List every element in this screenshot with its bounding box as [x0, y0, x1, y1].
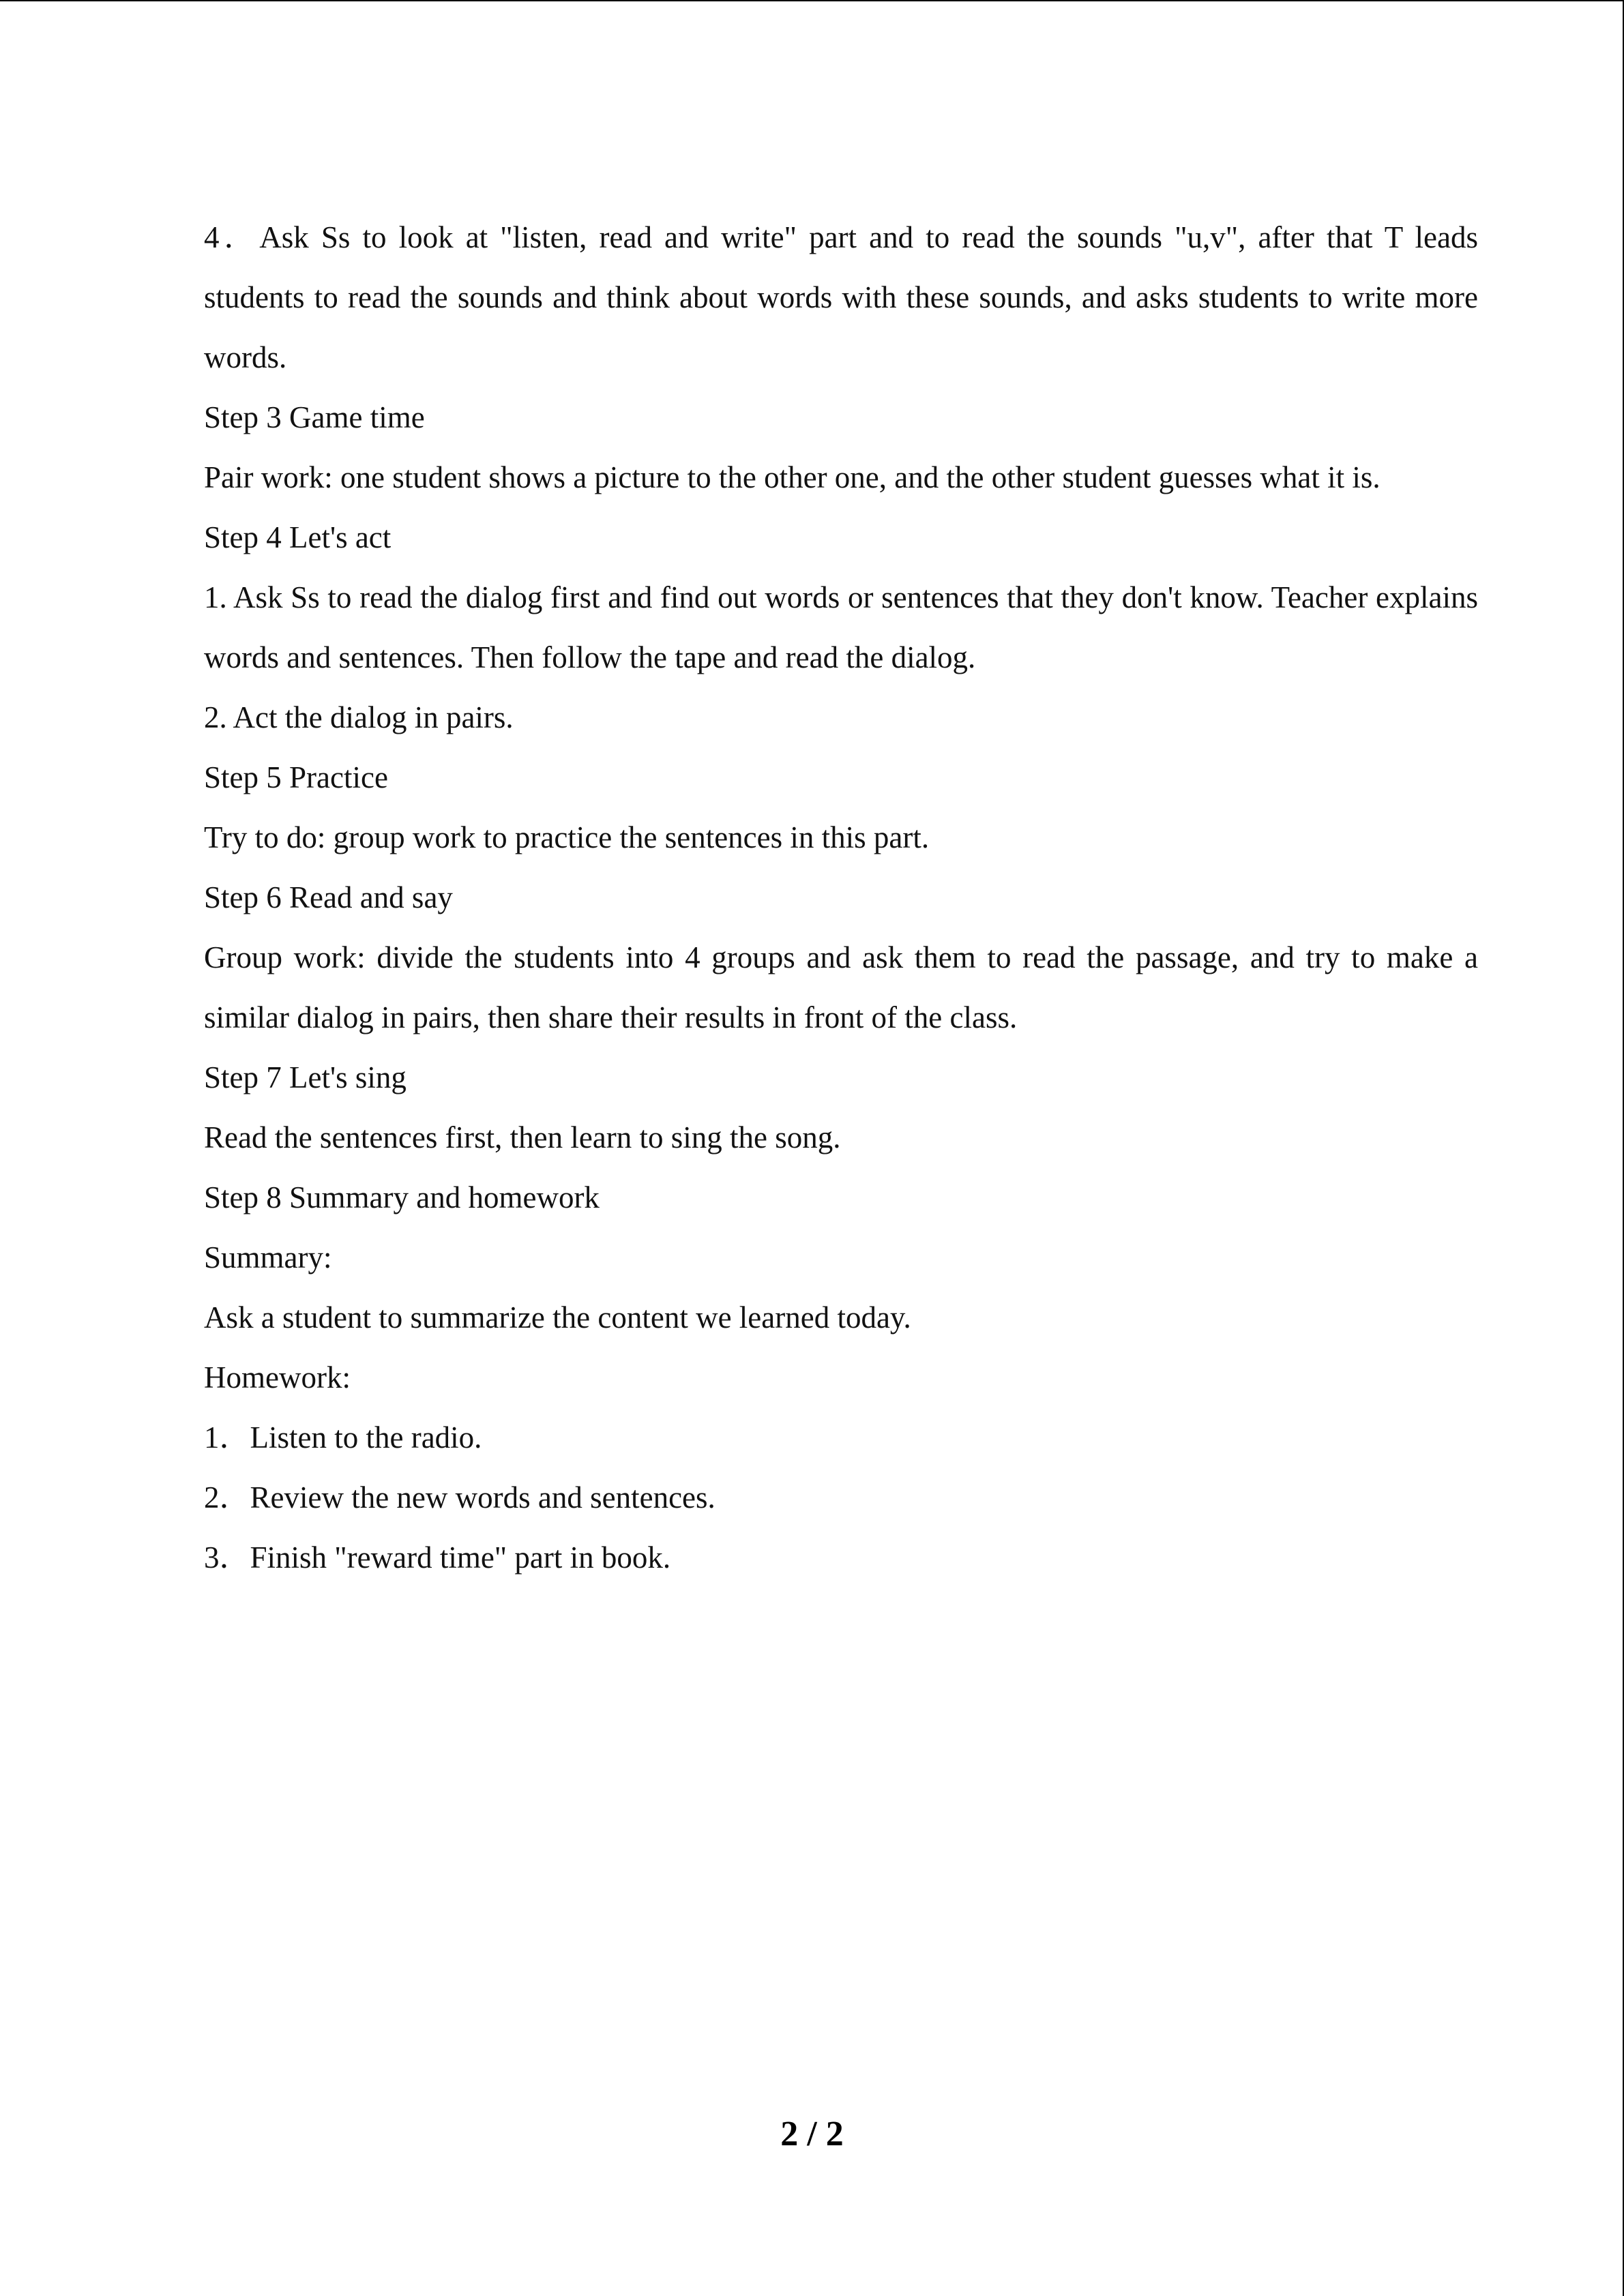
paragraph-sing: Read the sentences first, then learn to sing the song.: [204, 1120, 841, 1154]
heading-step3: Step 3 Game time: [204, 400, 425, 434]
label-homework: Homework:: [204, 1360, 351, 1395]
homework-item-2: 2．Review the new words and sentences.: [204, 1480, 715, 1515]
paragraph-try-to-do: Try to do: group work to practice the sentences in this part.: [204, 820, 930, 854]
paragraph-step4-item2: 2. Act the dialog in pairs.: [204, 700, 514, 734]
paragraph-pair-work: Pair work: one student shows a picture to the other one, and the other student guesses what it is.: [204, 460, 1381, 494]
paragraph-summary: Ask a student to summarize the content we learned today.: [204, 1300, 911, 1335]
page-number: 2 / 2: [780, 2115, 844, 2153]
label-summary: Summary:: [204, 1240, 332, 1274]
document-body: [204, 207, 1478, 1587]
heading-step8: Step 8 Summary and homework: [204, 1180, 600, 1214]
heading-step4: Step 4 Let's act: [204, 520, 392, 554]
heading-step7: Step 7 Let's sing: [204, 1060, 407, 1094]
homework-item-1: 1．Listen to the radio.: [204, 1420, 482, 1455]
heading-step6: Step 6 Read and say: [204, 880, 453, 914]
paragraph-step2-item4: 4．Ask Ss to look at "listen, read and write" part and to read the sounds "u,v", after that T leads students to read the sounds and think about words with these sounds, and asks students to write more words.: [204, 220, 1478, 374]
paragraph-step4-item1: 1. Ask Ss to read the dialog first and find out words or sentences that they don't know. Teacher explains words and sentences. Then follow the tape and read the dialog.: [204, 580, 1478, 674]
heading-step5: Step 5 Practice: [204, 760, 388, 794]
paragraph-group-work: Group work: divide the students into 4 groups and ask them to read the passage, and try to make a similar dialog in pairs, then share their results in front of the class.: [204, 940, 1478, 1034]
homework-item-3: 3．Finish "reward time" part in book.: [204, 1540, 671, 1575]
